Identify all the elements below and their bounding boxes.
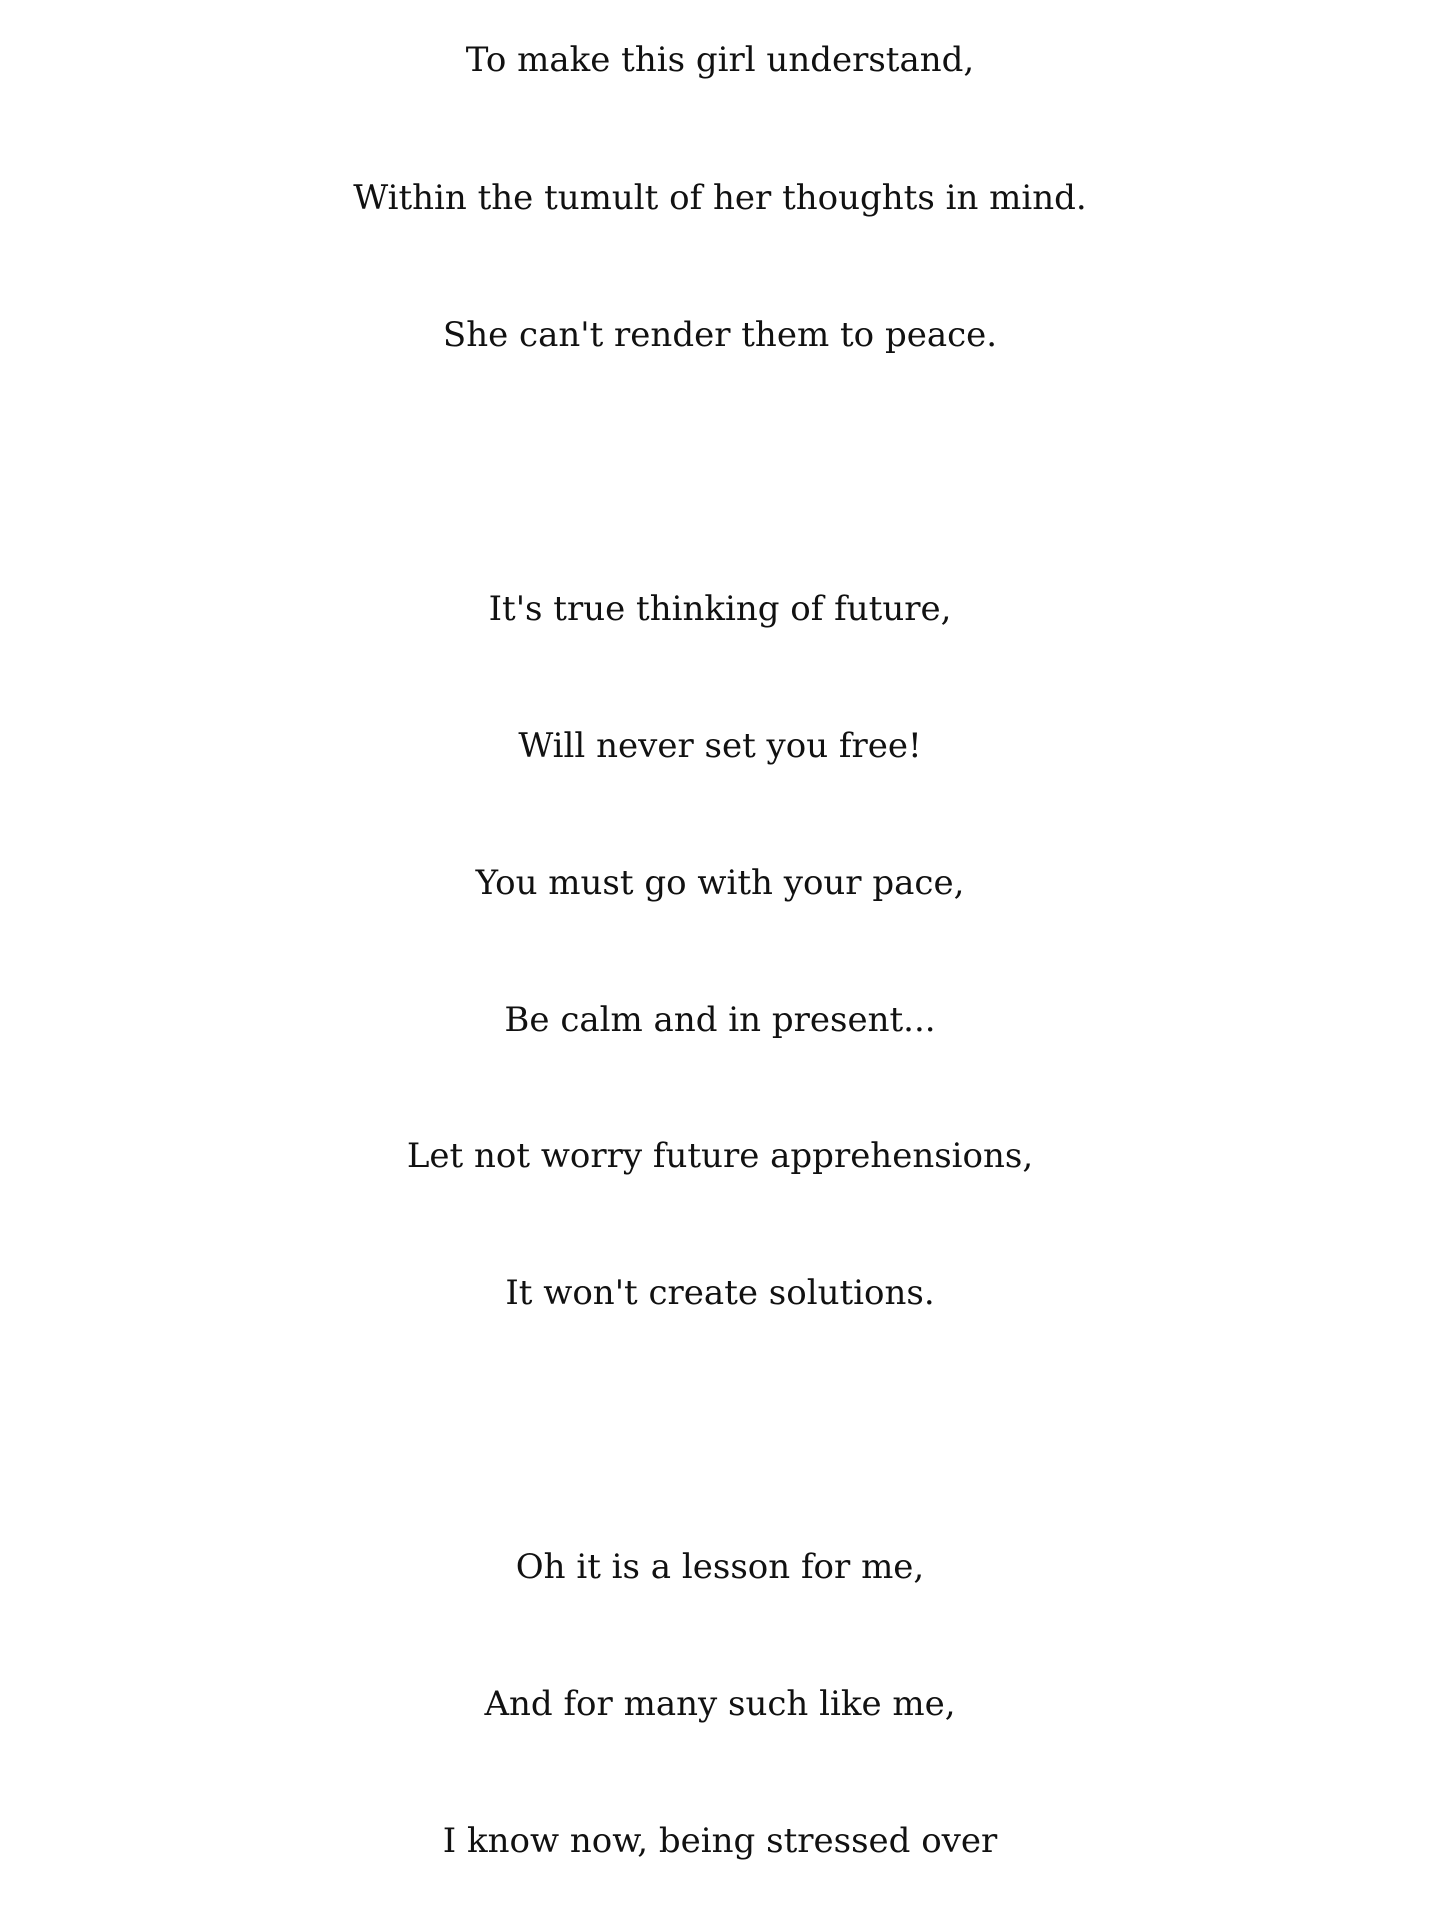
poem-line: Within the tumult of her thoughts in mind. (353, 178, 1087, 218)
poem-line: Be calm and in present... (504, 1000, 936, 1040)
poem-line: I know now, being stressed over (442, 1821, 998, 1861)
poem-line: It's true thinking of future, (488, 589, 952, 629)
poem-line: It won't create solutions. (505, 1273, 935, 1313)
poem-line: Let not worry future apprehensions, (406, 1136, 1034, 1176)
poem-line: Oh it is a lesson for me, (515, 1547, 925, 1587)
poem-line: You must go with your pace, (475, 863, 965, 903)
poem-line: Will never set you free! (518, 726, 922, 766)
poem-line: She can't render them to peace. (442, 315, 998, 355)
poem-line: To make this girl understand, (465, 40, 975, 80)
poem-line: And for many such like me, (484, 1684, 956, 1724)
